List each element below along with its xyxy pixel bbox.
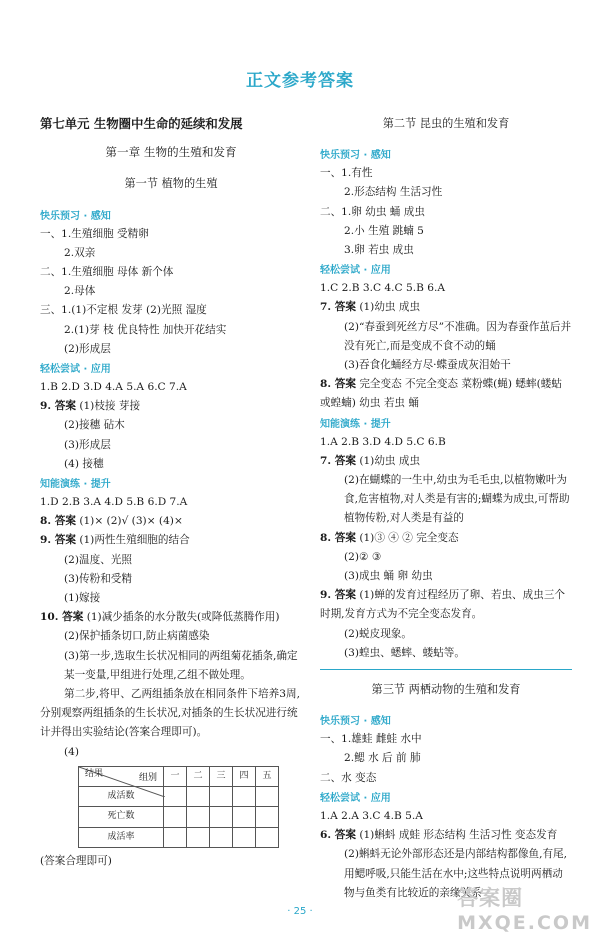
question-number: 9. 答案 xyxy=(320,589,356,602)
answer-line: 2.母体 xyxy=(64,285,96,298)
answer-line: (3)蝗虫、蟋蟀、蝼蛄等。 xyxy=(344,646,465,659)
answer-line: 三、1.(1)不定根 发芽 (2)光照 湿度 xyxy=(40,304,207,317)
question-number: 9. 答案 xyxy=(40,400,76,413)
answer-line xyxy=(40,397,302,416)
section-heading: 第二节 昆虫的生殖和发育 xyxy=(382,117,510,130)
subsection-header: 快乐预习 · 感知 xyxy=(320,150,391,162)
section-divider xyxy=(320,669,572,670)
answer-line: 3.卵 若虫 成虫 xyxy=(344,244,414,257)
answer-line xyxy=(40,608,302,627)
answer-line: 二、1.生殖细胞 母体 新个体 xyxy=(40,266,174,279)
answer-paragraph xyxy=(320,375,572,413)
group-label: 组别 xyxy=(138,772,157,783)
question-number: 8. 答案 xyxy=(320,531,356,544)
answer-paragraph: (2)在蝴蝶的一生中,幼虫为毛毛虫,以植物嫩叶为食,危害植物,对人类是有害的;蝴蝶为成虫,可帮助植物传粉,对人类是有益的 xyxy=(344,474,570,525)
answer-line: 一、1.雄蛙 雌蛙 水中 xyxy=(320,733,422,746)
left-column xyxy=(40,112,302,871)
subsection-header: 快乐预习 · 感知 xyxy=(320,716,391,728)
table-row xyxy=(79,827,279,847)
answer-line: (4) 接穗 xyxy=(64,457,104,470)
question-number: 7. 答案 xyxy=(320,454,356,467)
watermark-url: MXQE.COM xyxy=(457,912,592,934)
row-label: 成活率 xyxy=(79,827,164,847)
section-heading: 第一节 植物的生殖 xyxy=(124,177,218,191)
answer-line xyxy=(40,531,302,550)
table-header-cell: 一 xyxy=(164,766,187,786)
answer-text: (1)蝉的发育过程经历了卵、若虫、成虫三个时期,发育方式为不完全变态发育。 xyxy=(320,589,566,621)
result-label: 结果 xyxy=(85,768,104,779)
subsection-header: 轻松尝试 · 应用 xyxy=(40,364,111,376)
answer-line: 1.A 2.B 3.D 4.D 5.C 6.B xyxy=(320,435,446,448)
answer-line: (2)② ③ xyxy=(344,550,382,563)
answer-line: 1.D 2.B 3.A 4.D 5.B 6.D 7.A xyxy=(40,496,188,509)
answer-line xyxy=(320,452,572,471)
answer-line: (4) xyxy=(64,745,80,758)
right-column xyxy=(320,112,572,903)
subsection-header: 知能演练 · 提升 xyxy=(40,479,111,491)
table-header-cell: 四 xyxy=(233,766,256,786)
answer-line: (3)传粉和受精 xyxy=(64,572,132,585)
question-number: 9. 答案 xyxy=(40,534,76,547)
table-diagonal-header xyxy=(79,766,164,786)
question-number: 7. 答案 xyxy=(320,301,356,314)
answer-line: (1)嫁接 xyxy=(64,592,101,605)
table-header-cell: 三 xyxy=(210,766,233,786)
answer-line: 一、1.有性 xyxy=(320,167,373,180)
answer-line: 2.鳃 水 后 前 肺 xyxy=(344,752,421,765)
results-table xyxy=(78,766,279,848)
subsection-header: 轻松尝试 · 应用 xyxy=(320,265,391,277)
answer-line xyxy=(320,298,572,317)
answer-text: (1)× (2)√ (3)× (4)× xyxy=(79,515,183,528)
answer-line: (2)蜕皮现象。 xyxy=(344,627,412,640)
section-heading: 第三节 两栖动物的生殖和发育 xyxy=(371,683,521,697)
unit-heading: 第七单元 生物圈中生命的延续和发展 xyxy=(40,116,243,131)
answer-line: 2.形态结构 生活习性 xyxy=(344,186,443,199)
answer-line xyxy=(40,512,302,531)
row-label: 成活数 xyxy=(79,787,164,807)
answer-paragraph: (2)蝌蚪无论外部形态还是内部结构都像鱼,有尾,用鳃呼吸,只能生活在水中;这些特点说明两栖动物与鱼类有比较近的亲缘关系 xyxy=(344,848,568,899)
answer-text: (1)枝接 芽接 xyxy=(79,400,141,413)
answer-text: (1)两性生殖细胞的结合 xyxy=(79,534,190,547)
question-number: 6. 答案 xyxy=(320,829,356,842)
answer-line: (3)形成层 xyxy=(64,438,111,451)
answer-line: (2)接穗 砧木 xyxy=(64,419,125,432)
answer-paragraph: (3)第一步,选取生长状况相同的两组菊花插条,确定某一变量,甲组进行处理,乙组不做处理。 xyxy=(64,649,298,681)
answer-line: 一、1.生殖细胞 受精卵 xyxy=(40,227,149,240)
answer-text: (1)减少插条的水分散失(或降低蒸腾作用) xyxy=(86,611,280,624)
answer-paragraph xyxy=(320,826,572,845)
answer-line: (2)温度、光照 xyxy=(64,553,132,566)
question-number: 10. 答案 xyxy=(40,611,84,624)
watermark-text: 答案圈 xyxy=(457,886,524,910)
question-number: 8. 答案 xyxy=(320,378,356,391)
table-header-cell: 五 xyxy=(256,766,279,786)
subsection-header: 轻松尝试 · 应用 xyxy=(320,792,391,804)
answer-line: (2)形成层 xyxy=(64,342,111,355)
answer-line: 1.A 2.A 3.C 4.B 5.A xyxy=(320,809,423,822)
question-number: 8. 答案 xyxy=(40,515,76,528)
answer-line xyxy=(320,529,572,548)
page-title: 正文参考答案 xyxy=(246,71,354,91)
answer-line: (3)成虫 蛹 卵 幼虫 xyxy=(344,570,433,583)
answer-line: (答案合理即可) xyxy=(40,854,112,867)
answer-line: (2)保护插条切口,防止病菌感染 xyxy=(64,630,210,643)
answer-text: (1)幼虫 成虫 xyxy=(359,301,421,314)
answer-paragraph: 第二步,将甲、乙两组插条放在相同条件下培养3周,分别观察两组插条的生长状况,对插条的生长状况进行统计并得出实验结论(答案合理即可)。 xyxy=(40,688,300,739)
answer-line: 1.C 2.B 3.C 4.C 5.B 6.A xyxy=(320,282,446,295)
answer-line: (3)吞食化蛹经方尽·蝶蚕成灰泪始干 xyxy=(344,359,511,372)
chapter-heading: 第一章 生物的生殖和发育 xyxy=(105,145,237,160)
answer-text: (1)蝌蚪 成蛙 形态结构 生活习性 变态发育 xyxy=(359,829,558,842)
answer-line: 1.B 2.D 3.D 4.A 5.A 6.C 7.A xyxy=(40,381,187,394)
page-number: · 25 · xyxy=(287,906,313,917)
answer-line: 二、水 变态 xyxy=(320,771,377,784)
answer-line: 2.(1)芽 枝 优良特性 加快开花结实 xyxy=(64,323,227,336)
table-header-cell: 二 xyxy=(187,766,210,786)
answer-line: 二、1.卵 幼虫 蛹 成虫 xyxy=(320,205,425,218)
answer-text: 完全变态 不完全变态 菜粉蝶(蝇) 蟋蟀(蝼蛄或蝗蝻) 幼虫 若虫 蛹 xyxy=(320,378,562,410)
answer-line: 2.双亲 xyxy=(64,246,96,259)
subsection-header: 快乐预习 · 感知 xyxy=(40,210,111,222)
watermark-logo xyxy=(457,882,592,934)
answer-text: (1)③ ④ ② 完全变态 xyxy=(359,531,459,544)
answer-text: (1)幼虫 成虫 xyxy=(359,454,421,467)
row-label: 死亡数 xyxy=(79,807,164,827)
answer-paragraph: (2)“春蚕到死丝方尽”不准确。因为春蚕作茧后并没有死亡,而是变成不食不动的蛹 xyxy=(344,320,572,352)
subsection-header: 知能演练 · 提升 xyxy=(320,418,391,430)
answer-line: 2.小 生殖 跳蝻 5 xyxy=(344,224,424,237)
answer-paragraph xyxy=(320,586,572,624)
table-row xyxy=(79,807,279,827)
